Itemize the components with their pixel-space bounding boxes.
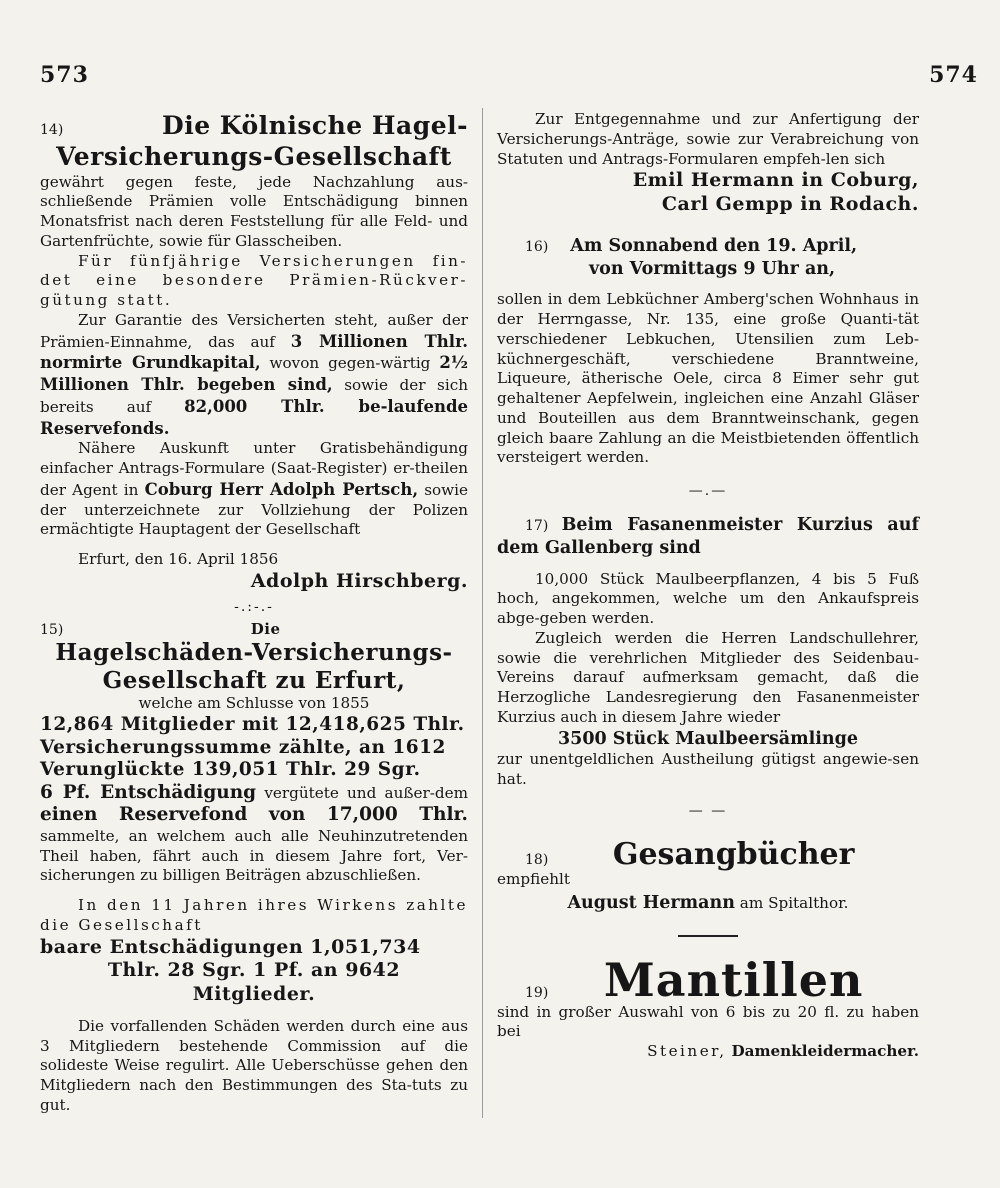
ad19-vendor-name: Steiner, [647, 1042, 727, 1061]
ad19-title: Mantillen [603, 952, 864, 1007]
ad15-compensation: 6 Pf. Entschädigung [40, 781, 257, 803]
ad17-paragraph-4: zur unentgeldlichen Austheilung gütigst angewie-sen hat. [497, 750, 919, 789]
ad14-place-date: Erfurt, den 16. April 1856 [78, 550, 279, 568]
ad14-title-line2: Versicherungs-Gesellschaft [56, 142, 452, 172]
ad18-empfiehlt: empfiehlt [497, 870, 570, 889]
ad15-line1: 12,864 Mitglieder mit 12,418,625 Thlr. [40, 714, 465, 736]
ad14-paragraph-4 [40, 439, 468, 540]
ad14-issued: 2½ Millionen Thlr. begeben sind, [40, 353, 469, 394]
ad19-vendor-trade: Damenkleidermacher. [731, 1042, 919, 1061]
page-number-left: 573 [40, 62, 89, 88]
ad14-p3c: wovon gegen-wärtig [269, 354, 431, 373]
ad14-agent-rodach: Carl Gempp in Rodach. [661, 193, 919, 215]
ad14-reserve: 82,000 Thlr. be-laufende Reservefonds. [40, 396, 469, 438]
ad17-paragraph-1: 10,000 Stück Maulbeerpflanzen, 4 bis 5 Fuß hoch, angekommen, welche um den Ankaufspreis abge-geben werden. [497, 569, 919, 628]
ad17-separator: — — [688, 802, 728, 819]
ad16-line2: von Vormittags 9 Uhr an, [589, 258, 836, 279]
ad15-paragraph-2: In den 11 Jahren ihres Wirkens zahlte die Gesellschaft [40, 896, 468, 934]
ad15-title-line1: Hagelschäden-Versicherungs- [55, 639, 453, 667]
ad15-bold-line2: Thlr. 28 Sgr. 1 Pf. an 9642 [107, 959, 401, 982]
ad14-agent-coburg: Emil Hermann in Coburg, [632, 169, 919, 192]
ad18-vendor-place: am Spitalthor. [739, 893, 849, 912]
ad14-p3e: sowie der sich bereits auf [40, 376, 468, 416]
ad18-vendor-name: August Hermann [567, 892, 735, 913]
ad14-p3a: Zur Garantie des Versicherten steht, außer der Prämien-Einnahme, das auf [40, 310, 468, 351]
ad19-number: 19) [525, 985, 549, 1002]
ad19-head-row [497, 952, 919, 1007]
ad18-title: Gesangbücher [612, 837, 855, 873]
ad15-number: 15) [40, 621, 64, 638]
ad14-title-row [40, 110, 468, 141]
ad15-l4b: vergütete und außer-dem [264, 783, 468, 802]
ad17-heading: Beim Fasanenmeister Kurzius auf dem Gallenberg sind [497, 515, 920, 558]
ad16-separator: —.— [688, 483, 728, 499]
ad14-paragraph-2: Für fünfjährige Versicherungen fin-det eine besondere Prämien-Rückver-gütung statt. [40, 251, 468, 309]
ad18-head-row [497, 837, 919, 873]
ad16-line1: Am Sonnabend den 19. April, [570, 235, 858, 256]
ad14-signature: Adolph Hirschberg. [250, 569, 468, 592]
ad15-line2: Versicherungssumme zählte, an 1612 [40, 736, 446, 758]
ad15-paragraph-1 [40, 782, 468, 886]
ad17-seedlings: 3500 Stück Maulbeersämlinge [557, 728, 859, 749]
ad14-title-line1: Die Kölnische Hagel- [162, 111, 468, 140]
ad14-separator: -.:-.- [234, 598, 274, 615]
ad16-head-row [497, 235, 919, 258]
ad15-title-line2: Gesellschaft zu Erfurt, [102, 666, 406, 694]
ad15-l4d: sammelte, an welchem auch alle Neuhinzutretenden Theil haben, fährt auch in diesem Jahre fort, Ver-sicherungen zu billigen Beiträgen abzuschließen. [40, 826, 468, 885]
ad18-rule [678, 935, 738, 937]
left-column [40, 110, 468, 1116]
ad14-p4a: Nähere Auskunft unter Gratisbehändigung einfacher Antrags-Formulare (Saat-Register) er-theilen der Agent in [40, 439, 468, 499]
ad14-number: 14) [40, 122, 64, 138]
ad18-vendor-line [497, 892, 919, 915]
ad17-paragraph-2: Zugleich werden die Herren Landschullehrer, sowie die verehrlichen Mitglieder des Seidenbau-Vereins darauf aufmerksam gemacht, daß die Herzogliche Landesregierung den Fasanenmeister Kurzius auch in diesem Jahre wieder [497, 628, 919, 726]
ad17-number: 17) [525, 518, 549, 535]
ad15-paragraph-3: Die vorfallenden Schäden werden durch eine aus 3 Mitgliedern bestehende Commission auf die solideste Weise regulirt. Alle Ueberschüsse gehen den Mitgliedern nach den Bestimmungen des Sta-tuts zu gut. [40, 1016, 468, 1114]
ad15-intro: welche am Schlusse von 1855 [138, 694, 370, 713]
ad17-head [497, 514, 919, 560]
ad19-body: sind in großer Auswahl von 6 bis zu 20 fl. zu haben bei [497, 1002, 919, 1041]
ad15-bold-line1: baare Entschädigungen 1,051,734 [40, 935, 421, 958]
ad14-agent: Coburg Herr Adolph Pertsch, [144, 479, 419, 499]
ad15-die: Die [250, 619, 281, 638]
ad14-continuation: Zur Entgegennahme und zur Anfertigung der Versicherungs-Anträge, sowie zur Verabreichung von Statuten und Antrags-Formularen empfeh-len sich [497, 110, 919, 168]
ad14-paragraph-1: gewährt gegen feste, jede Nachzahlung aus-schließende Prämien volle Entschädigung binnen Monatsfrist nach deren Feststellung für alle Feld- und Gartenfrüchte, sowie für Glasscheiben. [40, 172, 468, 250]
ad16-number: 16) [525, 238, 549, 255]
ad16-body: sollen in dem Lebküchner Amberg'schen Wohnhaus in der Herrngasse, Nr. 135, eine große Quanti-tät verschiedener Lebkuchen, Utensilien zum Leb-küchnergeschäft, verschiedene Branntweine, Liqueure, ätherische Oele, circa 8 Eimer sehr gut gehaltener Aepfelwein, ingleichen eine Anzahl Gläser und Bouteillen aus dem Branntweinschank, gegen gleich baare Zahlung an die Meistbietenden öffentlich versteigert werden. [497, 290, 919, 467]
ad15-bold-line3: Mitglieder. [192, 983, 316, 1006]
ad15-reservefond: einen Reservefond von 17,000 Thlr. [40, 804, 468, 826]
ad18-number: 18) [525, 852, 549, 869]
ad15-line3: Verunglückte 139,051 Thlr. 29 Sgr. [40, 759, 421, 781]
ad14-paragraph-3 [40, 311, 468, 440]
page-number-right: 574 [929, 62, 978, 88]
ad14-p4c: sowie der unterzeichnete zur Vollziehung der Polizen ermächtigte Hauptagent der Gesellschaft [40, 480, 469, 539]
ad15-head-row [40, 620, 468, 640]
ad14-capital: 3 Millionen Thlr. normirte Grundkapital, [40, 331, 468, 373]
column-divider [482, 108, 483, 1118]
ad19-vendor-line [497, 1042, 919, 1062]
right-column [497, 110, 919, 1062]
